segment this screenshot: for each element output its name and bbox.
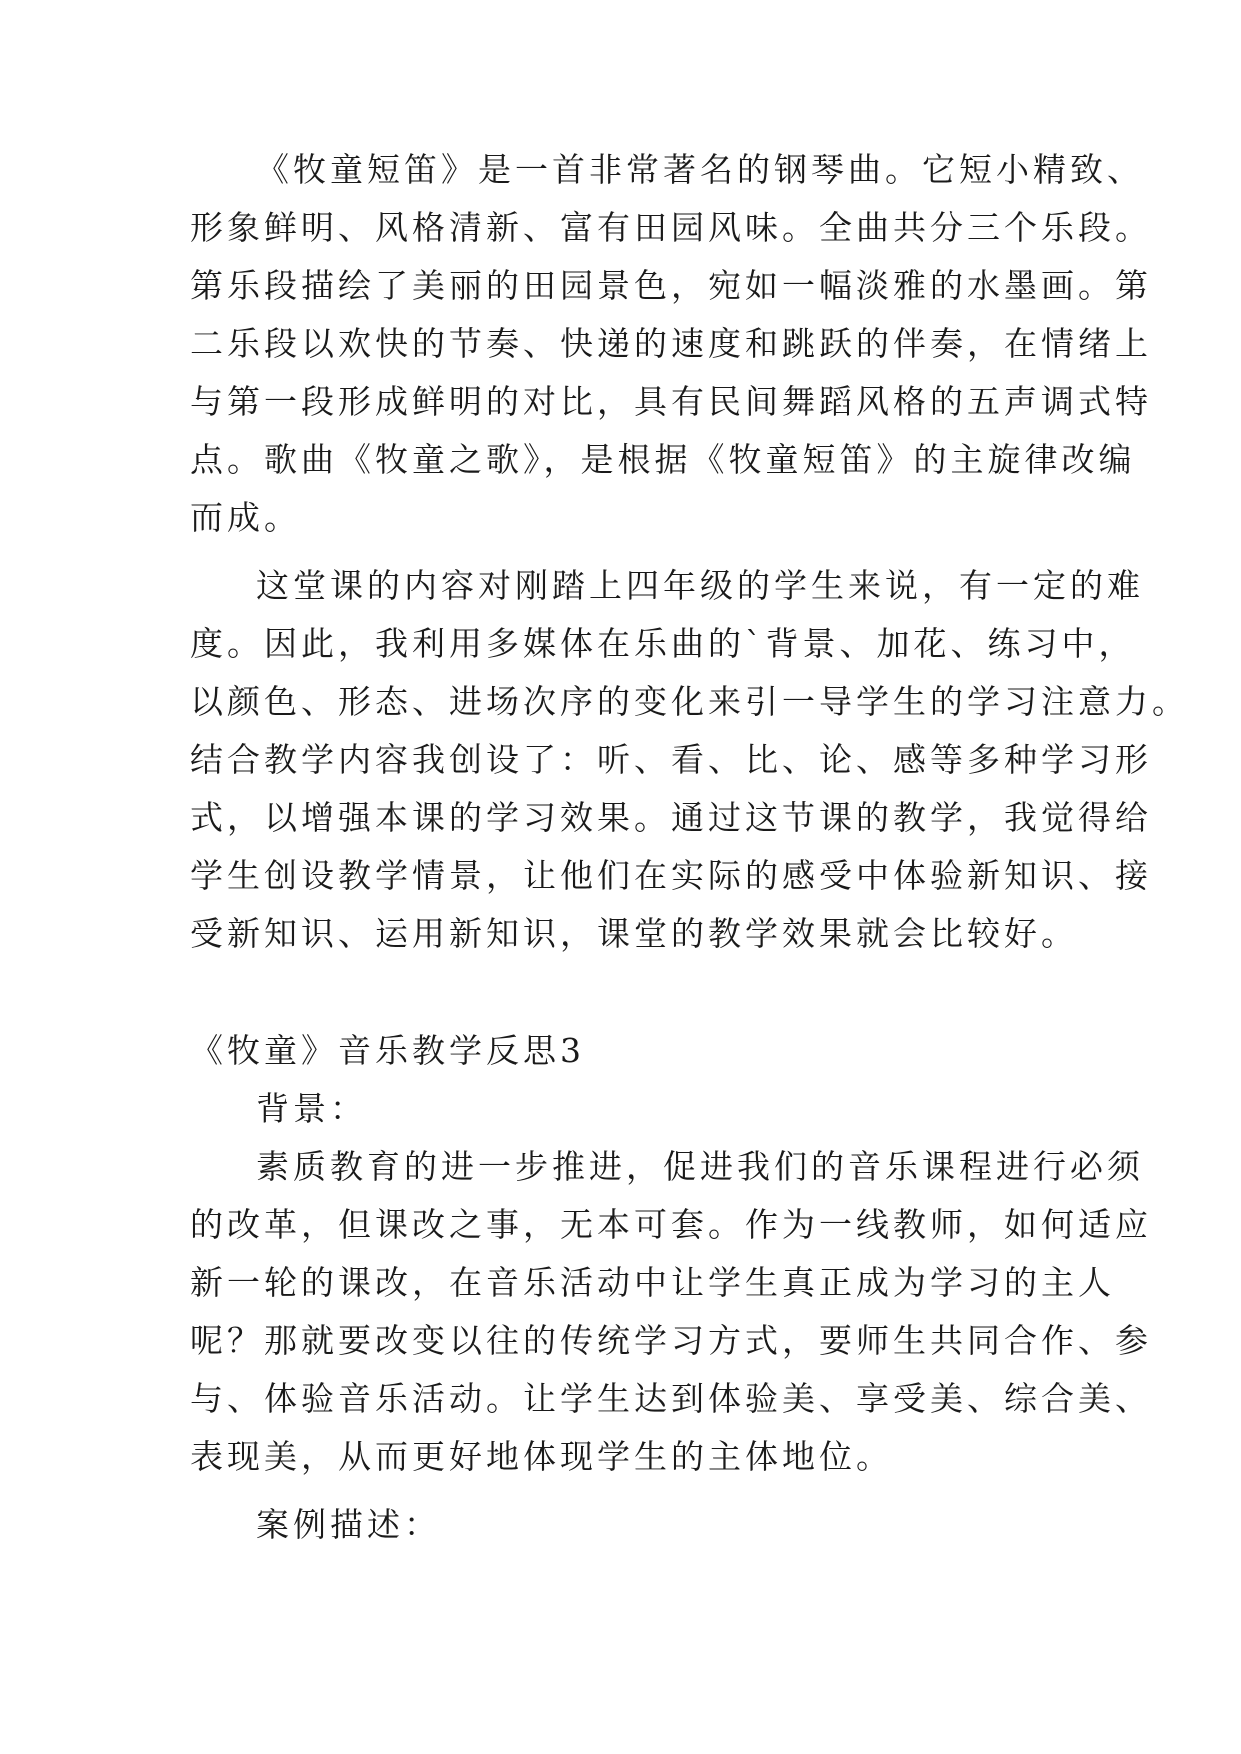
paragraph-3-line-5: 与、体验音乐活动。让学生达到体验美、享受美、综合美、 xyxy=(190,1379,1152,1418)
paragraph-2-line-4: 结合教学内容我创设了：听、看、比、论、感等多种学习形 xyxy=(190,740,1152,779)
background-label: 背景： xyxy=(256,1089,367,1128)
case-description-label: 案例描述： xyxy=(256,1505,441,1544)
paragraph-1-line-2: 形象鲜明、风格清新、富有田园风味。全曲共分三个乐段。 xyxy=(190,208,1152,247)
paragraph-3-line-2: 的改革，但课改之事，无本可套。作为一线教师，如何适应 xyxy=(190,1205,1152,1244)
paragraph-3-line-1: 素质教育的进一步推进，促进我们的音乐课程进行必须 xyxy=(256,1147,1144,1186)
paragraph-2-line-2: 度。因此，我利用多媒体在乐曲的`背景、加花、练习中， xyxy=(190,624,1136,663)
paragraph-2-line-6: 学生创设教学情景，让他们在实际的感受中体验新知识、接 xyxy=(190,856,1152,895)
paragraph-1-line-1: 《牧童短笛》是一首非常著名的钢琴曲。它短小精致、 xyxy=(256,150,1144,189)
paragraph-2-line-7: 受新知识、运用新知识，课堂的教学效果就会比较好。 xyxy=(190,914,1078,953)
paragraph-2-line-1: 这堂课的内容对刚踏上四年级的学生来说，有一定的难 xyxy=(256,566,1144,605)
paragraph-1-line-5: 与第一段形成鲜明的对比，具有民间舞蹈风格的五声调式特 xyxy=(190,382,1152,421)
paragraph-3-line-3: 新一轮的课改，在音乐活动中让学生真正成为学习的主人 xyxy=(190,1263,1115,1302)
paragraph-1-line-3: 第乐段描绘了美丽的田园景色，宛如一幅淡雅的水墨画。第 xyxy=(190,266,1152,305)
paragraph-1-line-4: 二乐段以欢快的节奏、快递的速度和跳跃的伴奏，在情绪上 xyxy=(190,324,1152,363)
paragraph-2-line-3: 以颜色、形态、进场次序的变化来引一导学生的学习注意力。 xyxy=(190,682,1189,721)
paragraph-1-line-6: 点。歌曲《牧童之歌》，是根据《牧童短笛》的主旋律改编 xyxy=(190,440,1136,479)
paragraph-3-line-6: 表现美，从而更好地体现学生的主体地位。 xyxy=(190,1437,893,1476)
section-title: 《牧童》音乐教学反思3 xyxy=(190,1031,585,1070)
paragraph-3-line-4: 呢？那就要改变以往的传统学习方式，要师生共同合作、参 xyxy=(190,1321,1152,1360)
paragraph-2-line-5: 式，以增强本课的学习效果。通过这节课的教学，我觉得给 xyxy=(190,798,1152,837)
paragraph-1-line-7: 而成。 xyxy=(190,498,301,537)
